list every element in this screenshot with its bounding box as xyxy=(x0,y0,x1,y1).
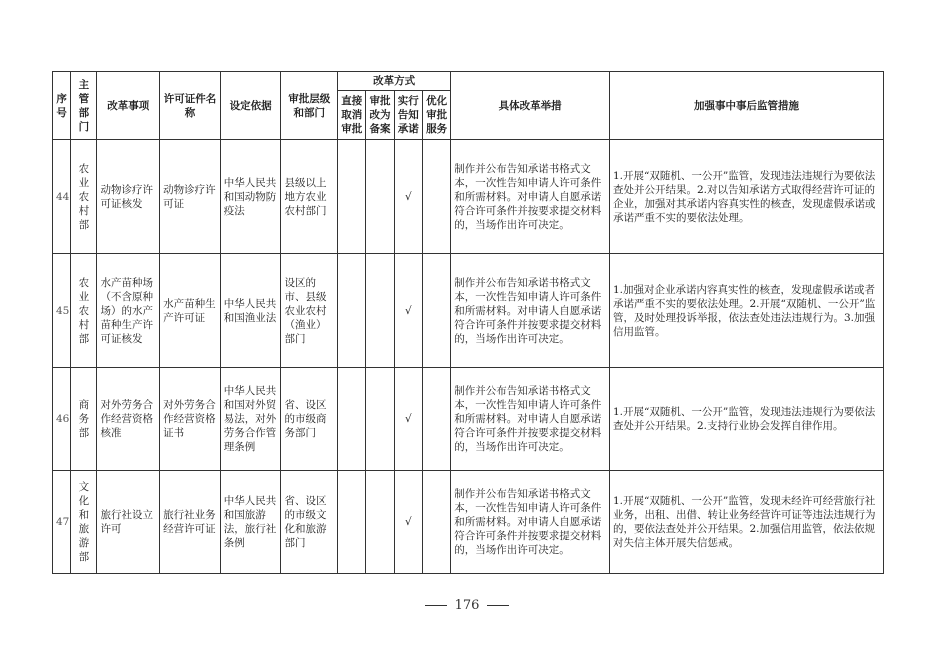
footer-dash-left xyxy=(425,605,447,606)
row-supervision: 1.开展“双随机、一公开”监管，发现违法违规行为要依法查处并公开结果。2.对以告知承诺方式取得经营许可证的企业，加强对其承诺内容真实性的核查，发现虚假承诺或承诺严重不实的要依法处理。 xyxy=(609,140,883,254)
row-supervision: 1.开展“双随机、一公开”监管，发现未经许可经营旅行社业务，出租、出借、转让业务经营许可证等违法违规行为的，要依法查处并公开结果。2.加强信用监管，依法依规对失信主体开展失信惩戒。 xyxy=(609,471,883,574)
row-basis: 中华人民共和国动物防疫法 xyxy=(220,140,281,254)
row-license-name: 水产苗种生产许可证 xyxy=(160,254,221,368)
table-row xyxy=(53,471,884,574)
row-method-optimize xyxy=(422,140,450,254)
row-reform-item: 对外劳务合作经营资格核准 xyxy=(97,368,160,471)
row-method-cancel xyxy=(338,140,366,254)
row-department: 农业农村部 xyxy=(71,254,97,368)
row-reform-item: 旅行社设立许可 xyxy=(97,471,160,574)
row-approval-level: 县级以上地方农业农村部门 xyxy=(281,140,338,254)
header-license-name: 许可证件名称 xyxy=(160,72,221,140)
row-method-filing xyxy=(366,254,394,368)
page-number: 176 xyxy=(454,598,480,613)
header-reform-methods: 改革方式 xyxy=(338,72,451,91)
row-approval-level: 省、设区的市级文化和旅游部门 xyxy=(281,471,338,574)
row-index: 46 xyxy=(53,368,71,471)
header-method-cancel: 直接取消审批 xyxy=(338,91,366,140)
row-measures: 制作并公布告知承诺书格式文本，一次性告知申请人许可条件和所需材料。对申请人自愿承诺符合许可条件并按要求提交材料的，当场作出许可决定。 xyxy=(451,368,610,471)
row-reform-item: 水产苗种场（不含原种场）的水产苗种生产许可证核发 xyxy=(97,254,160,368)
row-supervision: 1.加强对企业承诺内容真实性的核查，发现虚假承诺或者承诺严重不实的要依法处理。2.开展“双随机、一公开”监管，及时处理投诉举报，依法查处违法违规行为。3.加强信用监管。 xyxy=(609,254,883,368)
row-method-notify: √ xyxy=(394,254,422,368)
header-approval-level: 审批层级和部门 xyxy=(281,72,338,140)
header-index: 序号 xyxy=(53,72,71,140)
row-license-name: 动物诊疗许可证 xyxy=(160,140,221,254)
table-row xyxy=(53,368,884,471)
row-index: 45 xyxy=(53,254,71,368)
row-reform-item: 动物诊疗许可证核发 xyxy=(97,140,160,254)
row-method-filing xyxy=(366,471,394,574)
header-basis: 设定依据 xyxy=(220,72,281,140)
row-method-cancel xyxy=(338,368,366,471)
row-method-filing xyxy=(366,368,394,471)
header-reform-item: 改革事项 xyxy=(97,72,160,140)
table-row xyxy=(53,254,884,368)
row-license-name: 旅行社业务经营许可证 xyxy=(160,471,221,574)
page-footer xyxy=(0,598,934,613)
row-department: 文化和旅游部 xyxy=(71,471,97,574)
row-basis: 中华人民共和国旅游法，旅行社条例 xyxy=(220,471,281,574)
row-department: 商务部 xyxy=(71,368,97,471)
row-basis: 中华人民共和国渔业法 xyxy=(220,254,281,368)
row-method-filing xyxy=(366,140,394,254)
row-approval-level: 设区的市、县级农业农村（渔业）部门 xyxy=(281,254,338,368)
header-method-optimize: 优化审批服务 xyxy=(422,91,450,140)
row-department: 农业农村部 xyxy=(71,140,97,254)
header-department: 主管部门 xyxy=(71,72,97,140)
header-method-filing: 审批改为备案 xyxy=(366,91,394,140)
row-license-name: 对外劳务合作经营资格证书 xyxy=(160,368,221,471)
row-basis: 中华人民共和国对外贸易法，对外劳务合作管理条例 xyxy=(220,368,281,471)
row-method-notify: √ xyxy=(394,140,422,254)
row-index: 44 xyxy=(53,140,71,254)
row-method-optimize xyxy=(422,368,450,471)
row-method-cancel xyxy=(338,254,366,368)
row-approval-level: 省、设区的市级商务部门 xyxy=(281,368,338,471)
row-measures: 制作并公布告知承诺书格式文本，一次性告知申请人许可条件和所需材料。对申请人自愿承诺符合许可条件并按要求提交材料的，当场作出许可决定。 xyxy=(451,471,610,574)
row-index: 47 xyxy=(53,471,71,574)
row-measures: 制作并公布告知承诺书格式文本，一次性告知申请人许可条件和所需材料。对申请人自愿承诺符合许可条件并按要求提交材料的，当场作出许可决定。 xyxy=(451,140,610,254)
table-row xyxy=(53,140,884,254)
header-method-notify: 实行告知承诺 xyxy=(394,91,422,140)
row-method-optimize xyxy=(422,471,450,574)
footer-dash-right xyxy=(487,605,509,606)
header-supervision: 加强事中事后监管措施 xyxy=(609,72,883,140)
row-method-optimize xyxy=(422,254,450,368)
reform-table xyxy=(52,71,884,574)
row-method-notify: √ xyxy=(394,368,422,471)
row-method-notify: √ xyxy=(394,471,422,574)
row-supervision: 1.开展“双随机、一公开”监管，发现违法违规行为要依法查处并公开结果。2.支持行业协会发挥自律作用。 xyxy=(609,368,883,471)
row-method-cancel xyxy=(338,471,366,574)
row-measures: 制作并公布告知承诺书格式文本，一次性告知申请人许可条件和所需材料。对申请人自愿承诺符合许可条件并按要求提交材料的，当场作出许可决定。 xyxy=(451,254,610,368)
header-measures: 具体改革举措 xyxy=(451,72,610,140)
